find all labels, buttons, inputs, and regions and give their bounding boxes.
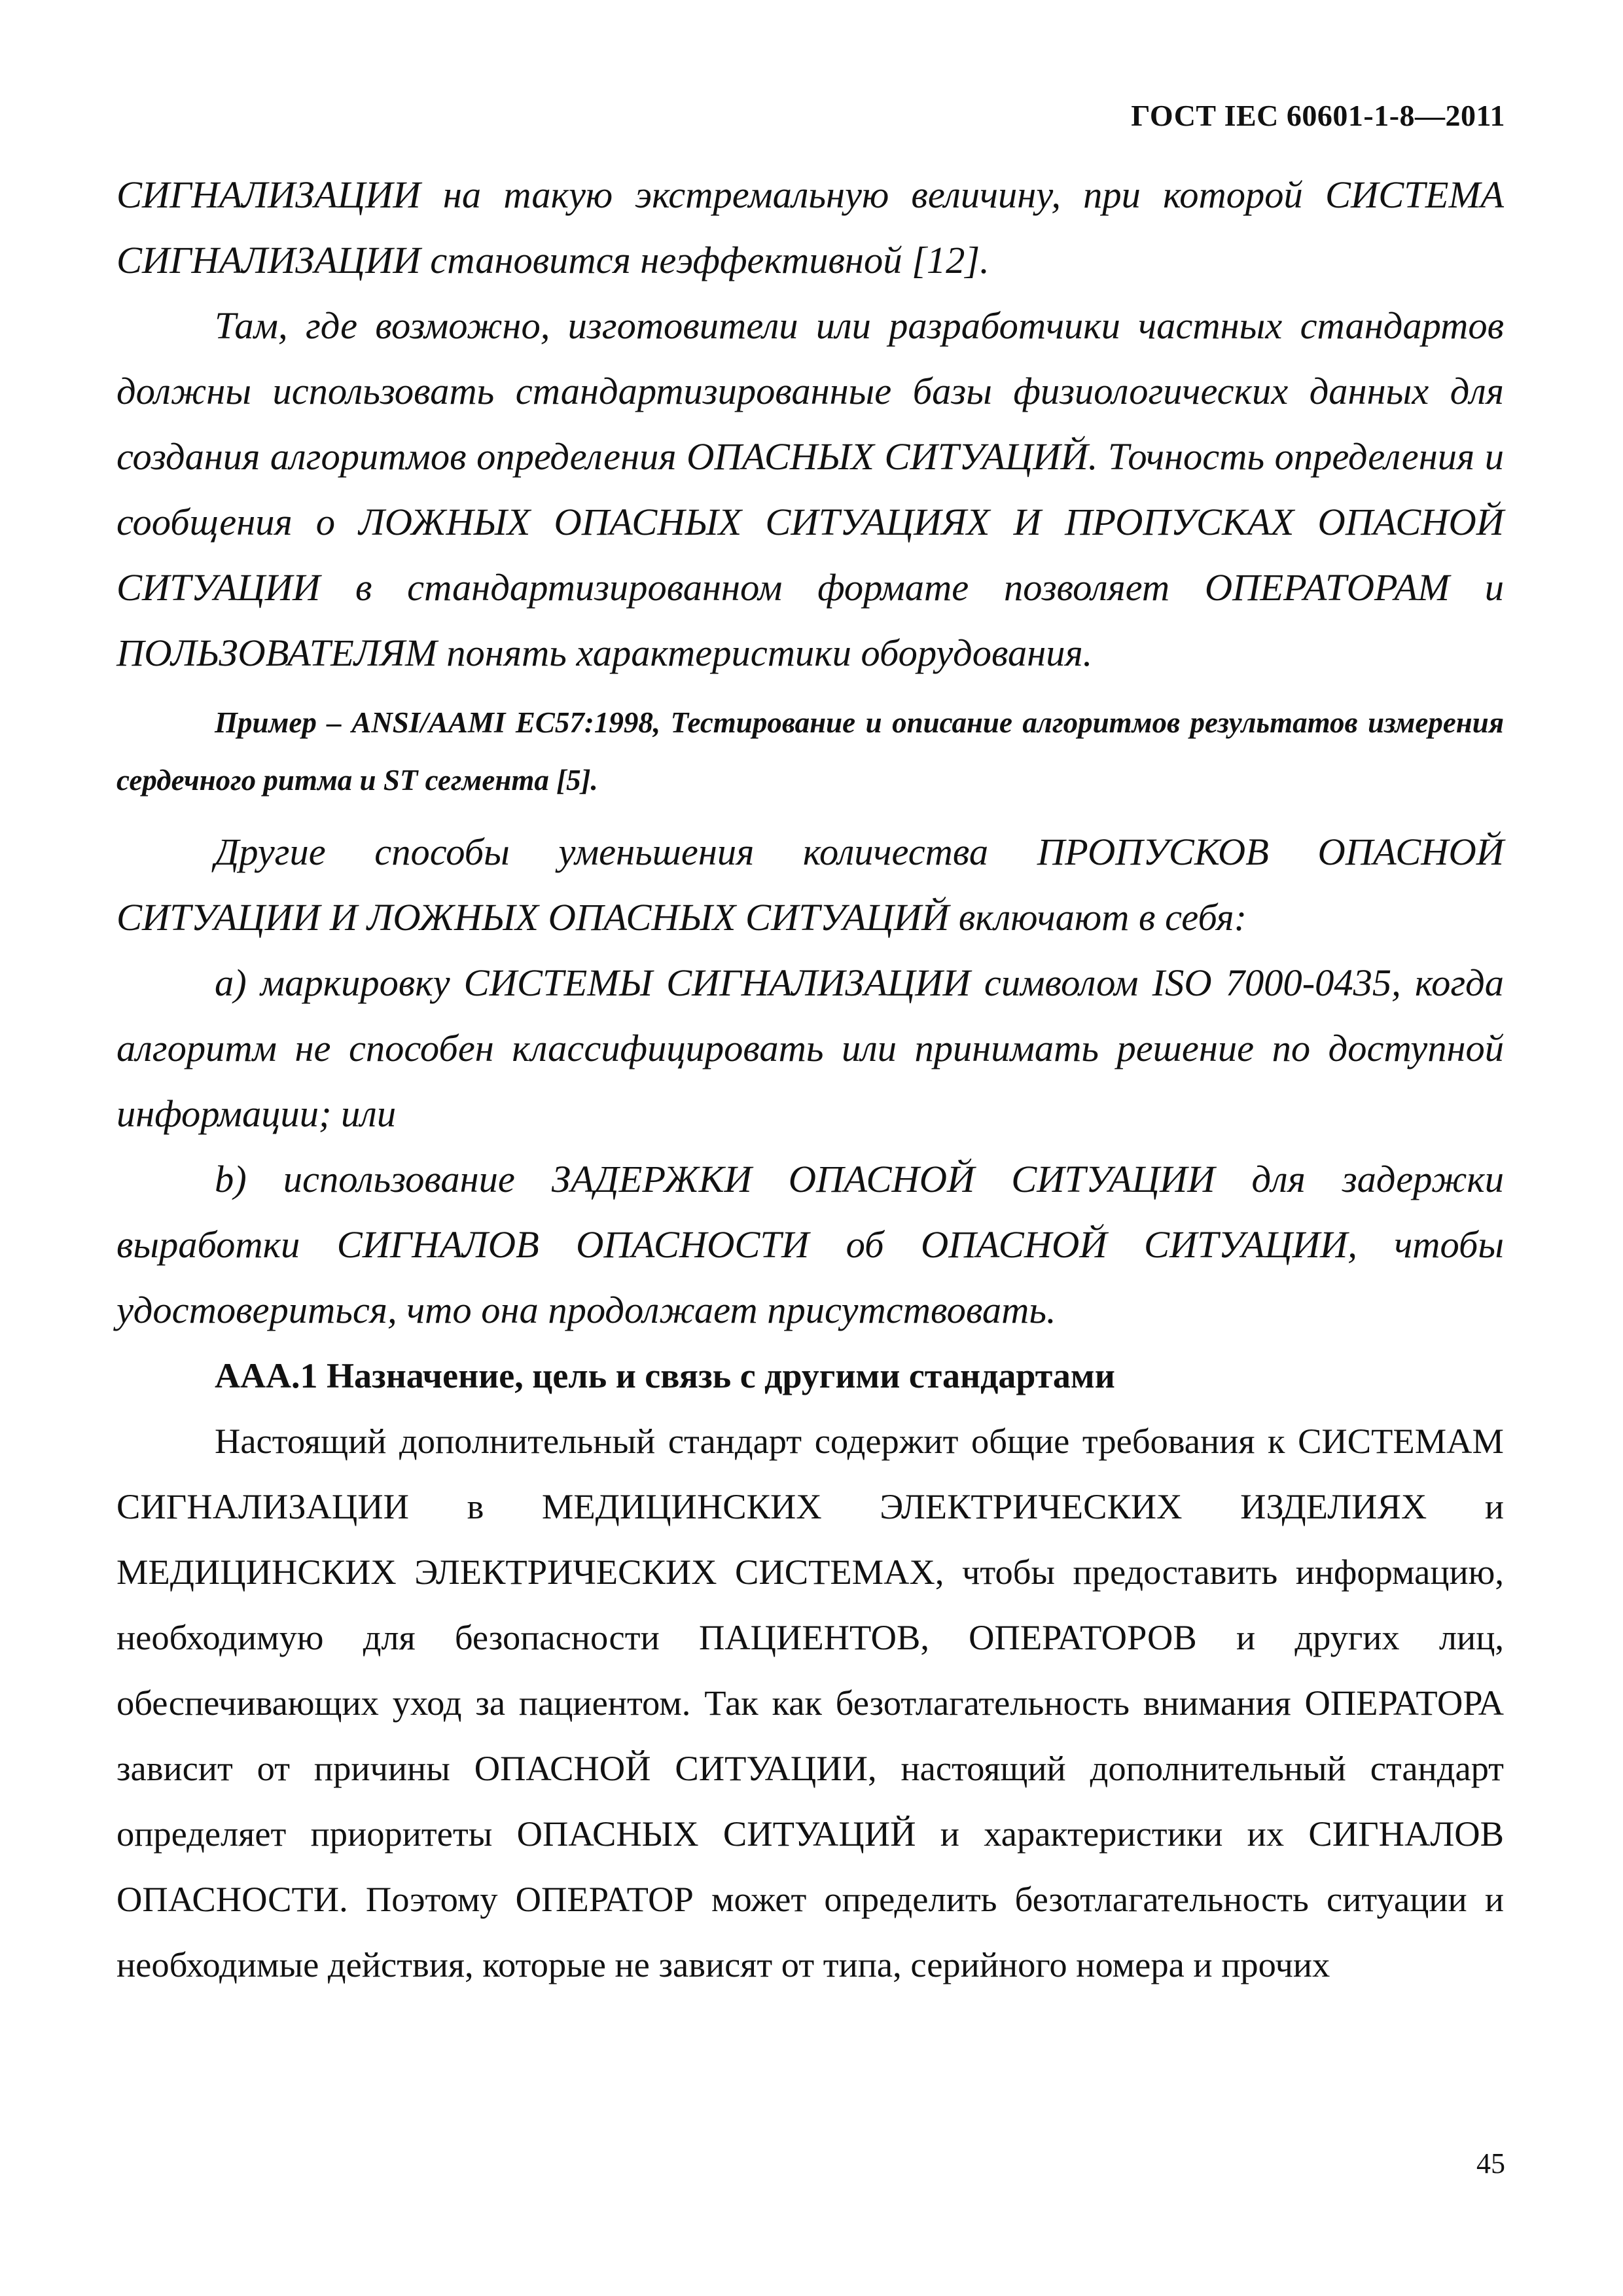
paragraph-databases: Там, где возможно, изготовители или разработчики частных стандартов должны использовать стандартизированные базы физиологических данных для создания алгоритмов определения ОПАСНЫХ СИТУАЦИЙ. Точность определения и сообщения о ЛОЖНЫХ ОПАСНЫХ СИТУАЦИЯХ И ПРОПУСКАХ ОПАСНОЙ СИТУАЦИИ в стандартизированном формате позволяет ОПЕРАТОРАМ и ПОЛЬЗОВАТЕЛЯМ понять характеристики оборудования. [116, 304, 1504, 674]
document-header: ГОСТ IEC 60601-1-8—2011 [1131, 99, 1505, 132]
paragraph-continuation: СИГНАЛИЗАЦИИ на такую экстремальную величину, при которой СИСТЕМА СИГНАЛИЗАЦИИ становится неэффективной [12]. [116, 173, 1504, 281]
example-note: Пример – ANSI/AAMI EC57:1998, Тестирование и описание алгоритмов результатов измерения сердечного ритма и ST сегмента [5]. [116, 706, 1504, 797]
page-body [116, 162, 1504, 1998]
paragraph-scope: Настоящий дополнительный стандарт содержит общие требования к СИСТЕМАМ СИГНАЛИЗАЦИИ в МЕДИЦИНСКИХ ЭЛЕКТРИЧЕСКИХ ИЗДЕЛИЯХ и МЕДИЦИНСКИХ ЭЛЕКТРИЧЕСКИХ СИСТЕМАХ, чтобы предоставить информацию, необходимую для безопасности ПАЦИЕНТОВ, ОПЕРАТОРОВ и других лиц, обеспечивающих уход за пациентом. Так как безотлагательность внимания ОПЕРАТОРА зависит от причины ОПАСНОЙ СИТУАЦИИ, настоящий дополнительный стандарт определяет приоритеты ОПАСНЫХ СИТУАЦИЙ и характеристики их СИГНАЛОВ ОПАСНОСТИ. Поэтому ОПЕРАТОР может определить безотлагательность ситуации и необходимые действия, которые не зависят от типа, серийного номера и прочих [116, 1421, 1504, 1984]
paragraph-other-methods: Другие способы уменьшения количества ПРОПУСКОВ ОПАСНОЙ СИТУАЦИИ И ЛОЖНЫХ ОПАСНЫХ СИТУАЦИЙ включают в себя: [116, 831, 1504, 939]
list-item-a: a) маркировку СИСТЕМЫ СИГНАЛИЗАЦИИ символом ISO 7000-0435, когда алгоритм не способен классифицировать или принимать решение по доступной информации; или [116, 961, 1504, 1135]
page-number: 45 [1476, 2147, 1505, 2179]
list-item-b: b) использование ЗАДЕРЖКИ ОПАСНОЙ СИТУАЦИИ для задержки выработки СИГНАЛОВ ОПАСНОСТИ об ОПАСНОЙ СИТУАЦИИ, чтобы удостовериться, что она продолжает присутствовать. [116, 1158, 1504, 1331]
section-heading: AAA.1 Назначение, цель и связь с другими стандартами [215, 1356, 1115, 1395]
